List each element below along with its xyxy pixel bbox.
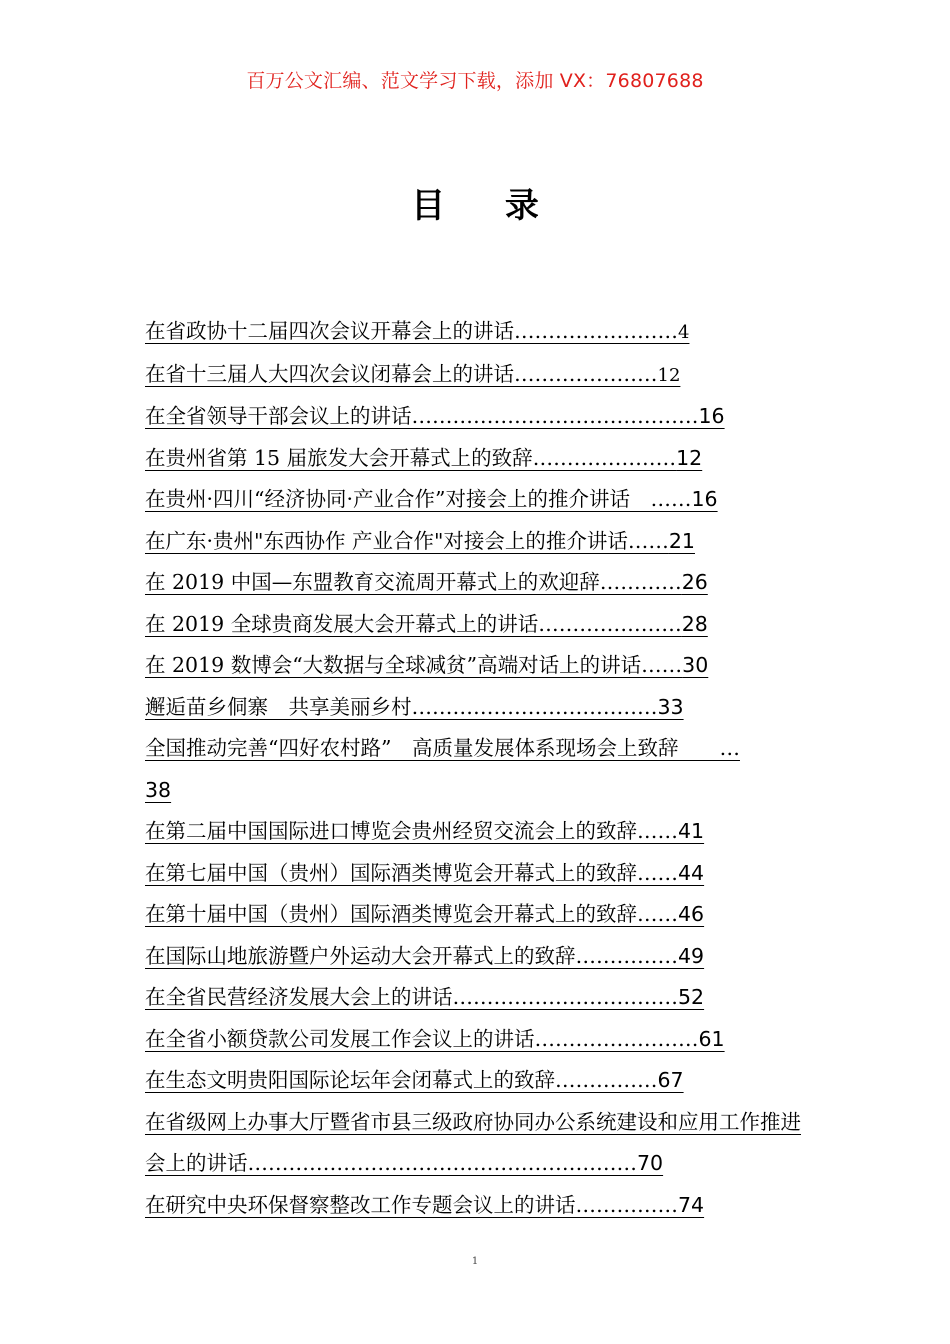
toc-entry-title: 在贵州省第 15 届旅发大会开幕式上的致辞………………… [145, 445, 677, 470]
toc-entry[interactable] [145, 1102, 805, 1185]
toc-entry-page: 44 [678, 860, 705, 885]
toc-entry-page: 38 [145, 777, 172, 802]
toc-entry-page: 61 [698, 1026, 725, 1051]
toc-entry-page: 52 [678, 985, 705, 1009]
toc-entry[interactable] [145, 438, 805, 480]
toc-entry-page: 4 [678, 322, 690, 343]
toc-entry[interactable] [145, 936, 805, 978]
toc-entry[interactable] [145, 562, 805, 604]
toc-entry-page: 74 [678, 1192, 705, 1217]
toc-entry-title: 在 2019 全球贵商发展大会开幕式上的讲话………………… [145, 611, 682, 636]
toc-entry-page: 26 [681, 570, 708, 594]
toc-entry[interactable] [145, 977, 805, 1019]
toc-entry-title: 在国际山地旅游暨户外运动大会开幕式上的致辞…………… [145, 943, 678, 968]
toc-entry[interactable] [145, 811, 805, 853]
toc-entry[interactable] [145, 604, 805, 646]
toc-entry-page: 46 [678, 902, 705, 926]
toc-entry-title: 在生态文明贵阳国际论坛年会闭幕式上的致辞…………… [145, 1068, 658, 1092]
toc-entry-page: 28 [681, 611, 708, 636]
table-of-contents [145, 311, 805, 1226]
toc-entry-title: 在贵州·四川“经济协同·产业合作”对接会上的推介讲话 …… [145, 487, 692, 511]
header-note: 百万公文汇编、范文学习下载，添加 VX：76807688 [246, 70, 704, 92]
toc-entry-page: 21 [668, 528, 695, 553]
toc-entry-page: 49 [678, 943, 705, 968]
toc-entry-title: 在第二届中国国际进口博览会贵州经贸交流会上的致辞…… [145, 819, 678, 843]
toc-entry[interactable] [145, 311, 805, 354]
toc-entry[interactable] [145, 521, 805, 563]
page-title: 目 录 [411, 186, 563, 226]
toc-entry-title: 在广东·贵州"东西协作 产业合作"对接会上的推介讲话…… [145, 528, 669, 553]
toc-entry[interactable] [145, 1185, 805, 1227]
toc-entry[interactable] [145, 728, 805, 811]
toc-entry[interactable] [145, 354, 805, 397]
toc-entry-page: 70 [637, 1151, 664, 1175]
toc-entry-title: 在省十三届人大四次会议闭幕会上的讲话………………… [145, 361, 658, 386]
toc-entry-page: 41 [678, 819, 705, 843]
toc-entry-title: 在全省民营经济发展大会上的讲话…………………………… [145, 985, 678, 1009]
toc-entry-title: 在省政协十二届四次会议开幕会上的讲话…………………… [145, 319, 678, 343]
toc-entry-title: 在第十届中国（贵州）国际酒类博览会开幕式上的致辞…… [145, 902, 678, 926]
toc-entry-title: 在 2019 数博会“大数据与全球减贫”高端对话上的讲话…… [145, 653, 683, 677]
toc-entry-title: 在第七届中国（贵州）国际酒类博览会开幕式上的致辞…… [145, 860, 678, 885]
toc-entry-title: 在省级网上办事大厅暨省市县三级政府协同办公系统建设和应用工作推进会上的讲话………………………………………………… [145, 1109, 801, 1175]
toc-entry-page: 12 [676, 445, 703, 470]
toc-entry-title: 在 2019 中国—东盟教育交流周开幕式上的欢迎辞………… [145, 570, 682, 594]
toc-entry-page: 33 [657, 694, 684, 719]
toc-entry[interactable] [145, 396, 805, 438]
toc-entry[interactable] [145, 645, 805, 687]
toc-entry-title: 邂逅苗乡侗寨 共享美丽乡村……………………………… [145, 694, 658, 719]
toc-entry-page: 16 [698, 404, 725, 428]
toc-entry-page: 30 [682, 653, 709, 677]
toc-entry-page: 67 [657, 1068, 684, 1092]
toc-entry[interactable] [145, 1060, 805, 1102]
toc-entry[interactable] [145, 479, 805, 521]
toc-entry[interactable] [145, 853, 805, 895]
toc-entry[interactable] [145, 1019, 805, 1061]
toc-entry-title: 全国推动完善“四好农村路” 高质量发展体系现场会上致辞 … [145, 736, 740, 760]
toc-entry-title: 在全省小额贷款公司发展工作会议上的讲话…………………… [145, 1026, 699, 1051]
page-number: 1 [471, 1256, 479, 1267]
toc-entry-page: 16 [691, 487, 718, 511]
toc-entry-page: 12 [657, 364, 681, 386]
toc-entry-title: 在全省领导干部会议上的讲话…………………………………… [145, 404, 699, 428]
toc-entry[interactable] [145, 894, 805, 936]
toc-entry[interactable] [145, 687, 805, 729]
toc-entry-title: 在研究中央环保督察整改工作专题会议上的讲话…………… [145, 1192, 678, 1217]
